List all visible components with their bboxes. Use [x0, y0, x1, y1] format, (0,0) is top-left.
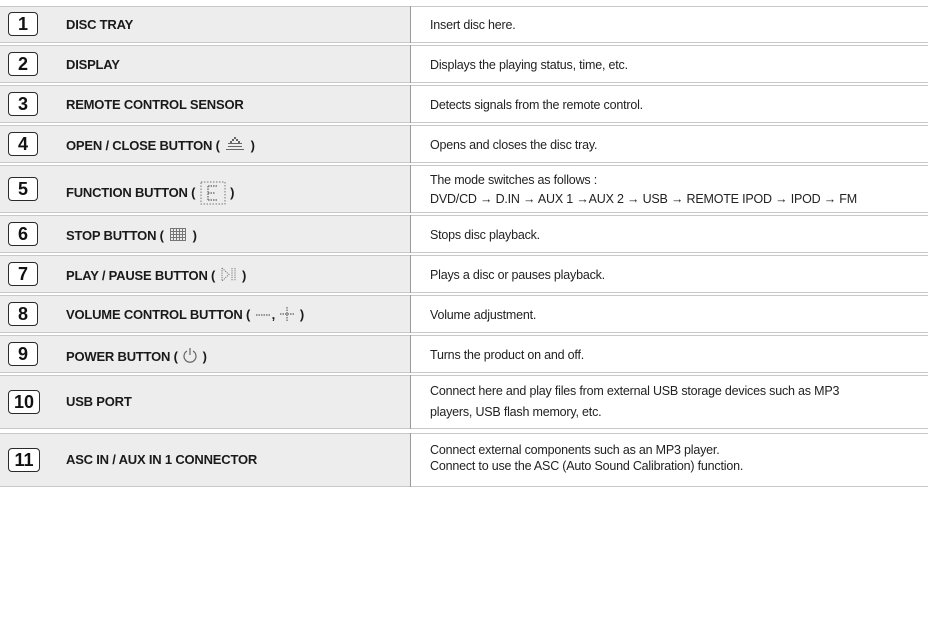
- function-icon: [200, 181, 226, 208]
- part-description: Plays a disc or pauses playback.: [430, 268, 605, 282]
- table-row: [0, 433, 928, 487]
- item-number: 4: [8, 132, 38, 156]
- volume-plus-icon: [279, 307, 295, 324]
- item-number: 11: [8, 448, 40, 472]
- part-name: DISPLAY: [66, 57, 120, 72]
- part-description: Opens and closes the disc tray.: [430, 138, 598, 152]
- stop-icon: [168, 227, 188, 245]
- item-number: 6: [8, 222, 38, 246]
- part-description: Connect here and play files from external USB storage devices such as MP3 players, USB flash memory, etc.: [430, 384, 840, 419]
- item-number: 8: [8, 302, 38, 326]
- item-number: 5: [8, 177, 38, 201]
- part-description: Turns the product on and off.: [430, 348, 585, 362]
- part-name: USB PORT: [66, 394, 132, 409]
- table-row: [0, 6, 928, 43]
- part-name: POWER BUTTON ( ): [66, 349, 207, 364]
- table-row: [0, 165, 928, 213]
- table-row: [0, 335, 928, 373]
- part-name: REMOTE CONTROL SENSOR: [66, 97, 244, 112]
- part-description: Connect external components such as an MP3 player. Connect to use the ASC (Auto Sound Calibration) function.: [430, 443, 744, 473]
- part-name: OPEN / CLOSE BUTTON ( ): [66, 138, 255, 153]
- play-pause-icon: [220, 267, 238, 285]
- table-row: [0, 85, 928, 123]
- item-number: 1: [8, 12, 38, 36]
- part-description: Volume adjustment.: [430, 308, 537, 322]
- part-description: Detects signals from the remote control.: [430, 98, 643, 112]
- eject-icon: [224, 137, 246, 155]
- table-row: [0, 125, 928, 163]
- part-name: FUNCTION BUTTON ( ): [66, 181, 920, 208]
- part-description: Insert disc here.: [430, 18, 516, 32]
- table-row: [0, 375, 928, 429]
- table-row: [0, 45, 928, 83]
- item-number: 10: [8, 390, 40, 414]
- part-name: VOLUME CONTROL BUTTON ( , ): [66, 307, 304, 322]
- item-number: 2: [8, 52, 38, 76]
- part-name: DISC TRAY: [66, 17, 134, 32]
- table-row: [0, 255, 928, 293]
- part-description: The mode switches as follows : DVD/CD → D.IN → AUX 1 →AUX 2 → USB → REMOTE IPOD → IPOD → FM: [430, 173, 857, 206]
- item-number: 7: [8, 262, 38, 286]
- part-name: ASC IN / AUX IN 1 CONNECTOR: [66, 452, 258, 467]
- table-row: [0, 215, 928, 253]
- table-row: [0, 295, 928, 333]
- part-name: PLAY / PAUSE BUTTON ( ): [66, 268, 247, 283]
- power-icon: [182, 347, 198, 366]
- volume-minus-icon: [255, 309, 271, 324]
- item-number: 3: [8, 92, 38, 116]
- part-name: STOP BUTTON ( ): [66, 228, 197, 243]
- part-description: Stops disc playback.: [430, 228, 540, 242]
- part-description: Displays the playing status, time, etc.: [430, 58, 628, 72]
- item-number: 9: [8, 342, 38, 366]
